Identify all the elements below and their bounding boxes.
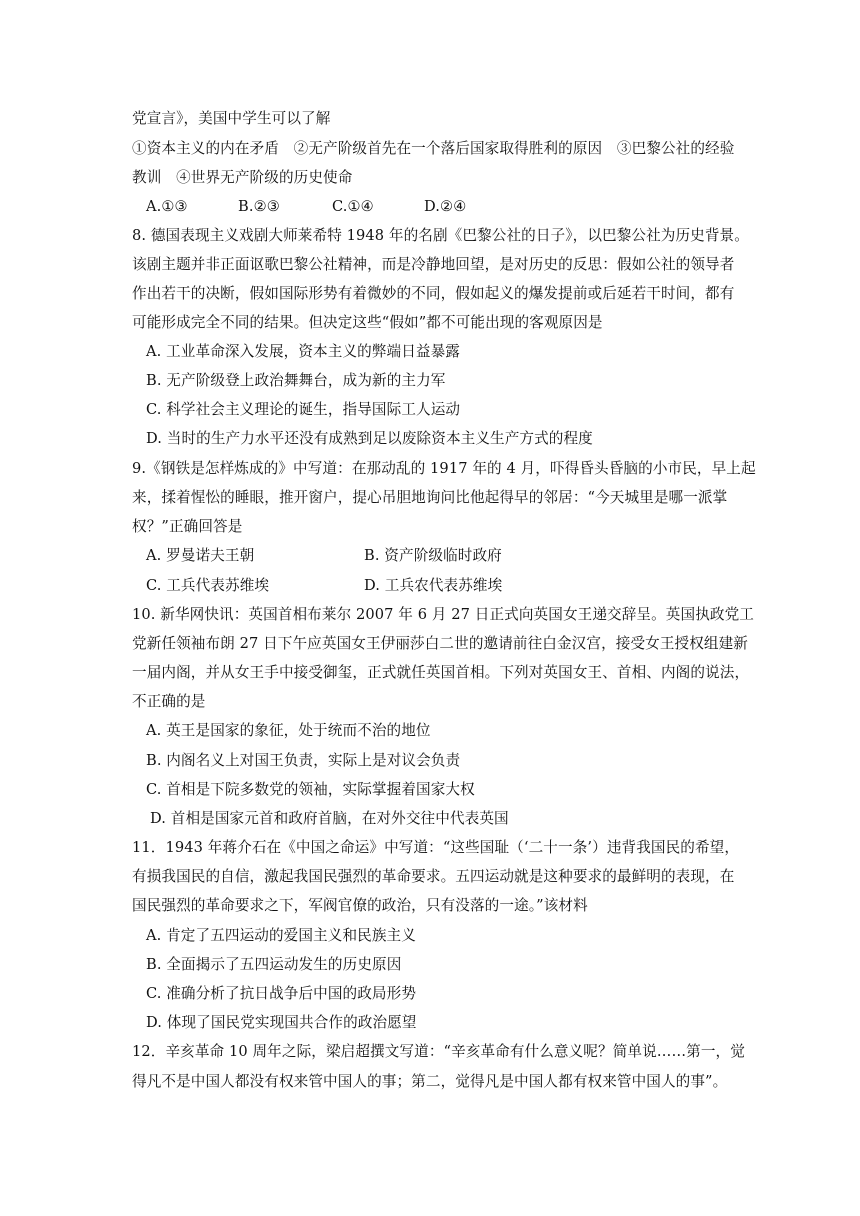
q7-option-b: B.②③: [238, 198, 280, 215]
q11-stem-line: 国民强烈的革命要求之下，军阀官僚的政治，只有没落的一途。”该材料: [132, 897, 588, 914]
q9-stem-line: 权？”正确回答是: [132, 518, 243, 535]
q9-stem-line: 来，揉着惺忪的睡眼，推开窗户，提心吊胆地询问比他起得早的邻居：“今天城里是哪一派掌: [132, 489, 728, 506]
q8-stem-line: 8. 德国表现主义戏剧大师莱希特 1948 年的名剧《巴黎公社的日子》，以巴黎公社为历史背景。: [132, 227, 749, 244]
q7-option-d: D.②④: [424, 198, 467, 215]
q11-option-d: D. 体现了国民党实现国共合作的政治愿望: [146, 1014, 417, 1031]
q8-option-a: A. 工业革命深入发展，资本主义的弊端日益暴露: [146, 343, 460, 360]
q8-stem-line: 该剧主题并非正面讴歌巴黎公社精神，而是冷静地回望，是对历史的反思：假如公社的领导者: [132, 256, 735, 273]
q10-option-c: C. 首相是下院多数党的领袖，实际掌握着国家大权: [146, 781, 475, 798]
q11-option-c: C. 准确分析了抗日战争后中国的政局形势: [146, 985, 417, 1002]
q7-option-c: C.①④: [332, 198, 374, 215]
q11-stem-line: 有损我国民的自信，激起我国民强烈的革命要求。五四运动就是这种要求的最鲜明的表现，在: [132, 868, 735, 885]
q11-option-b: B. 全面揭示了五四运动发生的历史原因: [146, 956, 402, 973]
q10-option-b: B. 内阁名义上对国王负责，实际上是对议会负责: [146, 752, 461, 769]
q10-option-a: A. 英王是国家的象征，处于统而不治的地位: [146, 722, 431, 739]
q9-option-d: D. 工兵农代表苏维埃: [364, 577, 503, 594]
q7-items-line: 教训 ④世界无产阶级的历史使命: [132, 169, 353, 186]
q7-options: [146, 197, 466, 217]
q8-option-c: C. 科学社会主义理论的诞生，指导国际工人运动: [146, 401, 461, 418]
q10-option-d: D. 首相是国家元首和政府首脑，在对外交往中代表英国: [150, 810, 509, 827]
q7-stem-line: 党宣言》，美国中学生可以了解: [132, 110, 331, 127]
q11-stem-line: 11．1943 年蒋介石在《中国之命运》中写道：“这些国耻（‘二十一条’）违背我国民的希望，: [132, 839, 740, 856]
q9-option-b: B. 资产阶级临时政府: [364, 547, 502, 564]
q8-stem-line: 可能形成完全不同的结果。但决定这些“假如”都不可能出现的客观原因是: [132, 314, 603, 331]
q9-option-a: A. 罗曼诺夫王朝: [146, 547, 255, 564]
q10-stem-line: 10. 新华网快讯：英国首相布莱尔 2007 年 6 月 27 日正式向英国女王递交辞呈。英国执政党工: [132, 606, 754, 623]
q9-stem-line: 9.《钢铁是怎样炼成的》中写道：在那动乱的 1917 年的 4 月，吓得昏头昏脑的小市民，早上起: [132, 460, 756, 477]
q10-stem-line: 党新任领袖布朗 27 日下午应英国女王伊丽莎白二世的邀请前往白金汉宫，接受女王授权组建新: [132, 635, 749, 652]
q10-stem-line: 不正确的是: [132, 693, 206, 710]
q8-stem-line: 作出若干的决断，假如国际形势有着微妙的不同，假如起义的爆发提前或后延若干时间，都有: [132, 285, 735, 302]
q12-stem-line: 12．辛亥革命 10 周年之际，梁启超撰文写道：“辛亥革命有什么意义呢？简单说……第一，觉: [132, 1043, 745, 1060]
q9-option-c: C. 工兵代表苏维埃: [146, 577, 270, 594]
q8-option-d: D. 当时的生产力水平还没有成熟到足以废除资本主义生产方式的程度: [146, 430, 593, 447]
q7-items-line: ①资本主义的内在矛盾 ②无产阶级首先在一个落后国家取得胜利的原因 ③巴黎公社的经验: [132, 140, 735, 157]
q7-option-a: A.①③: [146, 198, 188, 215]
q10-stem-line: 一届内阁，并从女王手中接受御玺，正式就任英国首相。下列对英国女王、首相、内阁的说法，: [132, 664, 750, 681]
q12-stem-line: 得凡不是中国人都没有权来管中国人的事；第二，觉得凡是中国人都有权来管中国人的事”。: [132, 1073, 728, 1090]
q11-option-a: A. 肯定了五四运动的爱国主义和民族主义: [146, 927, 416, 944]
q8-option-b: B. 无产阶级登上政治舞舞台，成为新的主力军: [146, 372, 446, 389]
